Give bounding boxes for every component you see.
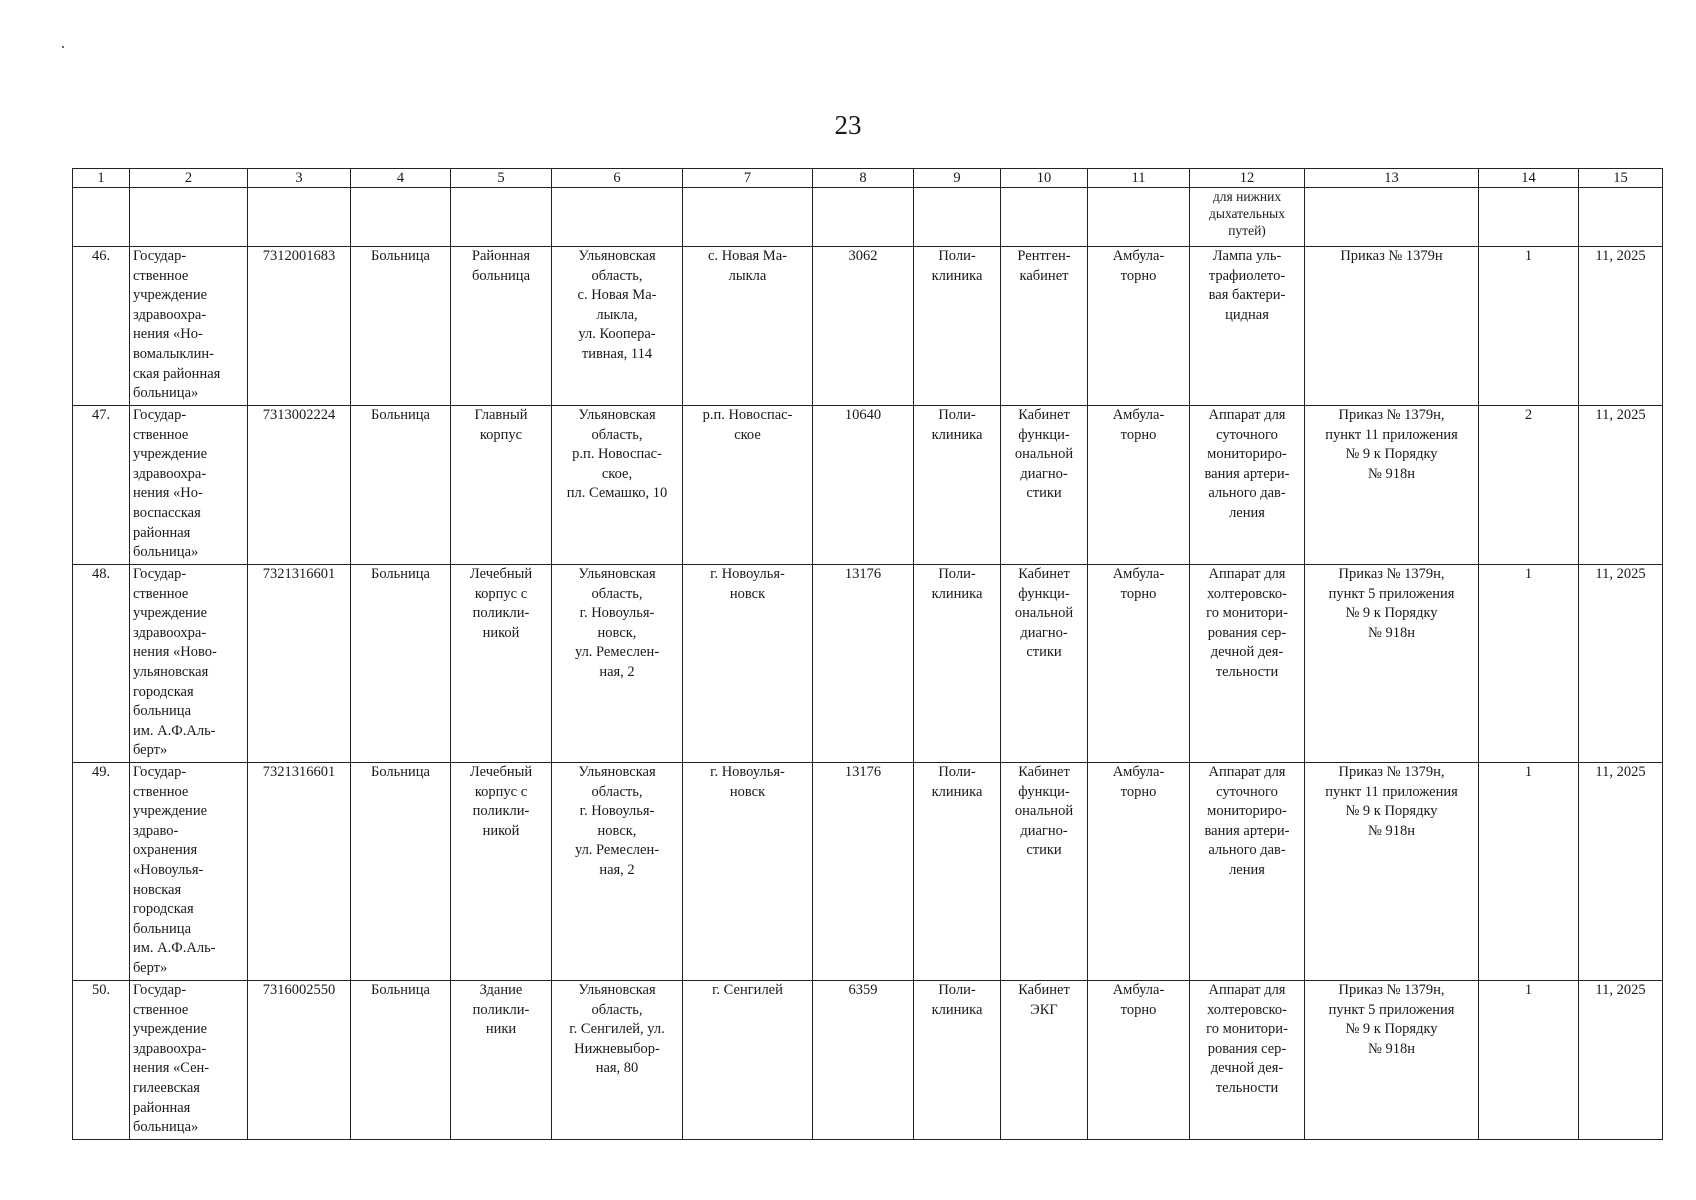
year-cell: 11, 2025 — [1579, 565, 1663, 763]
quantity-cell: 1 — [1479, 763, 1579, 981]
equipment-registry-table — [72, 168, 1663, 1140]
population-cell: 3062 — [813, 247, 914, 406]
room-cell: Кабинет функци- ональной диагно- стики — [1001, 565, 1088, 763]
continuation-row — [73, 188, 1663, 247]
table-cell — [1088, 188, 1190, 247]
table-row — [73, 406, 1663, 565]
organization-cell: Государ- ственное учреждение здравоохра- нения «Ново- ульяновская городская больница им. А.Ф.Аль- берт» — [130, 565, 248, 763]
table-cell — [351, 188, 451, 247]
basis-cell: Приказ № 1379н, пункт 11 приложения № 9 к Порядку № 918н — [1305, 763, 1479, 981]
table-cell — [1579, 188, 1663, 247]
column-header: 3 — [248, 169, 351, 188]
row-number-cell: 49. — [73, 763, 130, 981]
unit-cell: Поли- клиника — [914, 763, 1001, 981]
year-cell: 11, 2025 — [1579, 406, 1663, 565]
inn-cell: 7321316601 — [248, 763, 351, 981]
equipment-cell: Лампа уль- трафиолето- вая бактери- цидная — [1190, 247, 1305, 406]
row-number-cell: 50. — [73, 981, 130, 1140]
quantity-cell: 2 — [1479, 406, 1579, 565]
column-header: 9 — [914, 169, 1001, 188]
table-row — [73, 763, 1663, 981]
unit-cell: Поли- клиника — [914, 981, 1001, 1140]
address-cell: Ульяновская область, г. Новоулья- новск, ул. Ремеслен- ная, 2 — [552, 565, 683, 763]
column-header: 14 — [1479, 169, 1579, 188]
column-header: 11 — [1088, 169, 1190, 188]
locality-cell: с. Новая Ма- лыкла — [683, 247, 813, 406]
column-header: 13 — [1305, 169, 1479, 188]
year-cell: 11, 2025 — [1579, 763, 1663, 981]
table-cell — [552, 188, 683, 247]
column-header: 10 — [1001, 169, 1088, 188]
organization-cell: Государ- ственное учреждение здравоохра- нения «Но- воспасская районная больница» — [130, 406, 248, 565]
row-number-cell: 48. — [73, 565, 130, 763]
building-cell: Лечебный корпус с поликли- никой — [451, 763, 552, 981]
unit-cell: Поли- клиника — [914, 406, 1001, 565]
address-cell: Ульяновская область, р.п. Новоспас- ское, пл. Семашко, 10 — [552, 406, 683, 565]
column-header: 7 — [683, 169, 813, 188]
population-cell: 10640 — [813, 406, 914, 565]
building-cell: Районная больница — [451, 247, 552, 406]
table-cell — [683, 188, 813, 247]
care-form-cell: Амбула- торно — [1088, 565, 1190, 763]
organization-cell: Государ- ственное учреждение здравоохра- нения «Но- вомалыклин- ская районная больница» — [130, 247, 248, 406]
column-header: 12 — [1190, 169, 1305, 188]
inn-cell: 7313002224 — [248, 406, 351, 565]
table-row — [73, 981, 1663, 1140]
facility-type-cell: Больница — [351, 763, 451, 981]
care-form-cell: Амбула- торно — [1088, 406, 1190, 565]
organization-cell: Государ- ственное учреждение здраво- охранения «Новоулья- новская городская больница им. А.Ф.Аль- берт» — [130, 763, 248, 981]
table-cell — [1305, 188, 1479, 247]
table-cell — [73, 188, 130, 247]
column-header: 6 — [552, 169, 683, 188]
scan-speck — [62, 46, 64, 48]
unit-cell: Поли- клиника — [914, 565, 1001, 763]
year-cell: 11, 2025 — [1579, 247, 1663, 406]
building-cell: Лечебный корпус с поликли- никой — [451, 565, 552, 763]
equipment-cell: Аппарат для холтеровско- го монитори- рования сер- дечной дея- тельности — [1190, 981, 1305, 1140]
row-number-cell: 47. — [73, 406, 130, 565]
address-cell: Ульяновская область, г. Сенгилей, ул. Нижневыбор- ная, 80 — [552, 981, 683, 1140]
column-header: 8 — [813, 169, 914, 188]
table-cell — [1479, 188, 1579, 247]
table-cell — [914, 188, 1001, 247]
building-cell: Главный корпус — [451, 406, 552, 565]
table-cell — [1001, 188, 1088, 247]
care-form-cell: Амбула- торно — [1088, 981, 1190, 1140]
locality-cell: г. Сенгилей — [683, 981, 813, 1140]
column-header: 15 — [1579, 169, 1663, 188]
table-row — [73, 247, 1663, 406]
address-cell: Ульяновская область, с. Новая Ма- лыкла, ул. Коопера- тивная, 114 — [552, 247, 683, 406]
basis-cell: Приказ № 1379н, пункт 11 приложения № 9 к Порядку № 918н — [1305, 406, 1479, 565]
column-number-row — [73, 169, 1663, 188]
facility-type-cell: Больница — [351, 565, 451, 763]
care-form-cell: Амбула- торно — [1088, 247, 1190, 406]
column-header: 5 — [451, 169, 552, 188]
building-cell: Здание поликли- ники — [451, 981, 552, 1140]
quantity-cell: 1 — [1479, 981, 1579, 1140]
column-header: 4 — [351, 169, 451, 188]
page-number: 23 — [834, 110, 862, 140]
basis-cell: Приказ № 1379н, пункт 5 приложения № 9 к Порядку № 918н — [1305, 565, 1479, 763]
address-cell: Ульяновская область, г. Новоулья- новск, ул. Ремеслен- ная, 2 — [552, 763, 683, 981]
column-header: 2 — [130, 169, 248, 188]
room-cell: Кабинет функци- ональной диагно- стики — [1001, 406, 1088, 565]
unit-cell: Поли- клиника — [914, 247, 1001, 406]
equipment-cell: Аппарат для суточного мониториро- вания артери- ального дав- ления — [1190, 763, 1305, 981]
inn-cell: 7312001683 — [248, 247, 351, 406]
quantity-cell: 1 — [1479, 247, 1579, 406]
population-cell: 6359 — [813, 981, 914, 1140]
inn-cell: 7316002550 — [248, 981, 351, 1140]
quantity-cell: 1 — [1479, 565, 1579, 763]
table-cell — [130, 188, 248, 247]
year-cell: 11, 2025 — [1579, 981, 1663, 1140]
equipment-cell: Аппарат для суточного мониториро- вания артери- ального дав- ления — [1190, 406, 1305, 565]
room-cell: Рентген- кабинет — [1001, 247, 1088, 406]
column-header: 1 — [73, 169, 130, 188]
basis-cell: Приказ № 1379н — [1305, 247, 1479, 406]
organization-cell: Государ- ственное учреждение здравоохра- нения «Сен- гилеевская районная больница» — [130, 981, 248, 1140]
row-number-cell: 46. — [73, 247, 130, 406]
table-cell — [248, 188, 351, 247]
table-row — [73, 565, 1663, 763]
population-cell: 13176 — [813, 763, 914, 981]
table-cell — [813, 188, 914, 247]
locality-cell: р.п. Новоспас- ское — [683, 406, 813, 565]
facility-type-cell: Больница — [351, 406, 451, 565]
facility-type-cell: Больница — [351, 247, 451, 406]
basis-cell: Приказ № 1379н, пункт 5 приложения № 9 к Порядку № 918н — [1305, 981, 1479, 1140]
room-cell: Кабинет функци- ональной диагно- стики — [1001, 763, 1088, 981]
room-cell: Кабинет ЭКГ — [1001, 981, 1088, 1140]
care-form-cell: Амбула- торно — [1088, 763, 1190, 981]
inn-cell: 7321316601 — [248, 565, 351, 763]
equipment-cell: для нижних дыхательных путей) — [1190, 188, 1305, 247]
locality-cell: г. Новоулья- новск — [683, 565, 813, 763]
facility-type-cell: Больница — [351, 981, 451, 1140]
table-cell — [451, 188, 552, 247]
population-cell: 13176 — [813, 565, 914, 763]
equipment-cell: Аппарат для холтеровско- го монитори- рования сер- дечной дея- тельности — [1190, 565, 1305, 763]
locality-cell: г. Новоулья- новск — [683, 763, 813, 981]
